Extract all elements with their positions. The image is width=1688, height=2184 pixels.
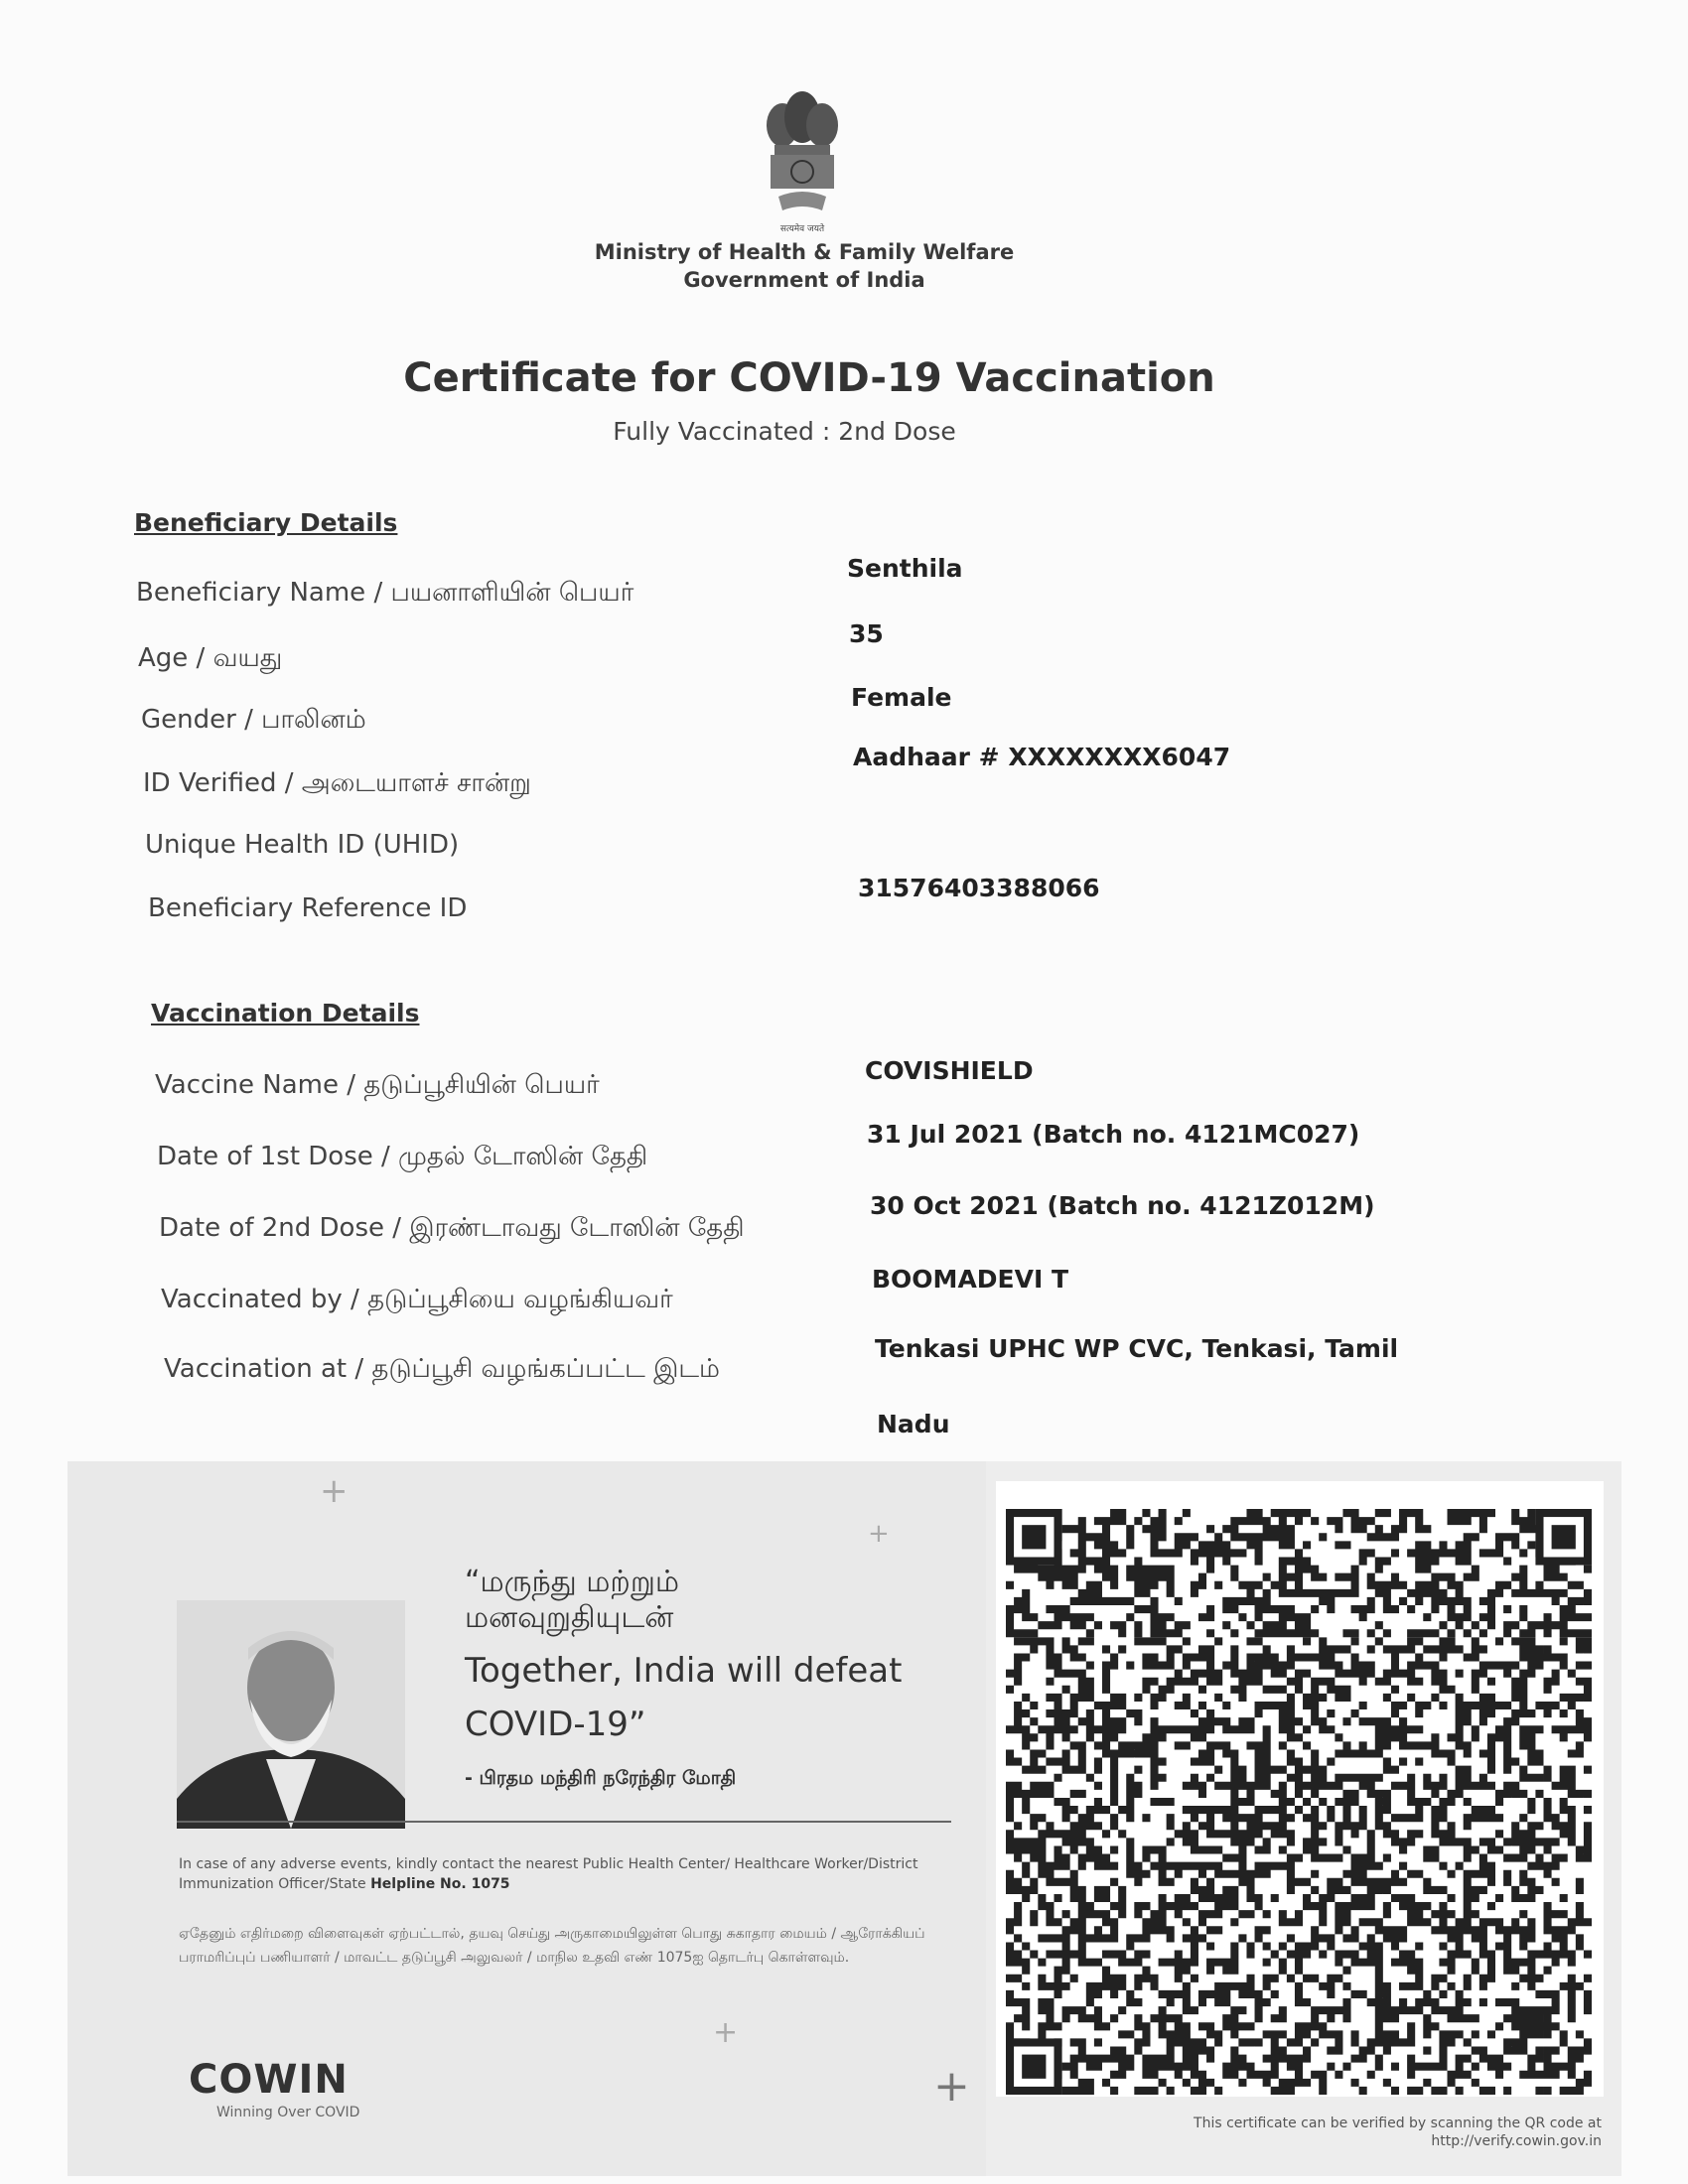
certificate-subtitle: Fully Vaccinated : 2nd Dose: [613, 417, 956, 446]
national-emblem-icon: [753, 87, 852, 236]
footer-banner: [68, 1461, 1621, 2176]
age-label: Age / வயது: [138, 643, 283, 673]
qr-finder-pattern: [1006, 1509, 1062, 1566]
gender-label: Gender / பாலினம்: [141, 705, 366, 735]
id-verified-value: Aadhaar # XXXXXXXX6047: [853, 743, 1231, 771]
portrait-image: [177, 1600, 405, 1829]
plus-mark-icon: +: [320, 1471, 349, 1511]
reference-id-label: Beneficiary Reference ID: [148, 893, 468, 923]
plus-mark-icon: +: [933, 2061, 970, 2112]
helpline-number: Helpline No. 1075: [370, 1876, 510, 1892]
vaccine-name-label: Vaccine Name / தடுப்பூசியின் பெயர்: [155, 1070, 600, 1100]
quote-tamil-line: “மருந்து மற்றும்: [465, 1565, 680, 1599]
age-value: 35: [849, 619, 884, 648]
qr-finder-pattern: [1535, 1509, 1592, 1566]
ministry-heading: [556, 238, 1053, 294]
quote-english-line: Together, India will defeat: [465, 1651, 903, 1691]
adverse-events-notice: [179, 1854, 973, 1894]
cowin-logo: COWIN: [189, 2057, 349, 2103]
beneficiary-name-value: Senthila: [847, 554, 963, 583]
ministry-line: Ministry of Health & Family Welfare: [594, 240, 1015, 264]
gender-value: Female: [851, 683, 952, 712]
divider: [177, 1821, 951, 1823]
cowin-tagline: Winning Over COVID: [216, 2105, 360, 2120]
first-dose-label: Date of 1st Dose / முதல் டோஸின் தேதி: [157, 1142, 648, 1171]
vaccinated-by-value: BOOMADEVI T: [872, 1265, 1069, 1294]
certificate-title: Certificate for COVID-19 Vaccination: [403, 355, 1215, 401]
vaccinated-by-label: Vaccinated by / தடுப்பூசியை வழங்கியவர்: [161, 1285, 673, 1314]
plus-mark-icon: +: [868, 1519, 890, 1549]
uhid-label: Unique Health ID (UHID): [145, 830, 460, 860]
vaccination-heading: Vaccination Details: [151, 999, 420, 1027]
quote-attribution: - பிரதம மந்திரி நரேந்திர மோதி: [465, 1767, 737, 1789]
vaccine-name-value: COVISHIELD: [865, 1056, 1034, 1085]
adverse-events-notice-tamil: ஏதேனும் எதிர்மறை விளைவுகள் ஏற்பட்டால், தயவு செய்து அருகாமையிலுள்ள பொது சுகாதார மையம் / ஆரோக்கியப் பராமரிப்புப் பணியாளர் / மாவட்ட தடுப்பூசி அலுவலர் / மாநில உதவி எண் 1075ஐ தொடர்பு கொள்ளவும்.: [179, 1926, 925, 1966]
adverse-events-text: In case of any adverse events, kindly contact the nearest Public Health Center/ Healthcare Worker/District Immunization Officer/State: [179, 1856, 918, 1892]
government-line: Government of India: [683, 268, 925, 292]
vaccination-at-value: Tenkasi UPHC WP CVC, Tenkasi, Tamil: [875, 1334, 1399, 1363]
second-dose-value: 30 Oct 2021 (Batch no. 4121Z012M): [870, 1191, 1375, 1220]
second-dose-label: Date of 2nd Dose / இரண்டாவது டோஸின் தேதி: [159, 1213, 745, 1243]
vaccination-at-label: Vaccination at / தடுப்பூசி வழங்கப்பட்ட இடம்: [164, 1354, 720, 1384]
quote-block: [465, 1565, 961, 1792]
plus-mark-icon: +: [713, 2015, 739, 2050]
vaccination-at-value-continued: Nadu: [877, 1410, 950, 1438]
reference-id-value: 31576403388066: [858, 874, 1100, 902]
id-verified-label: ID Verified / அடையாளச் சான்று: [143, 768, 531, 798]
verification-url: http://verify.cowin.gov.in: [1431, 2133, 1602, 2149]
verification-text: This certificate can be verified by scanning the QR code at: [1194, 2116, 1602, 2131]
qr-finder-pattern: [1006, 2038, 1062, 2095]
emblem-motto: सत्यमेव जयते: [779, 224, 825, 234]
quote-tamil-line: மனவுறுதியுடன்: [465, 1600, 674, 1635]
first-dose-value: 31 Jul 2021 (Batch no. 4121MC027): [867, 1120, 1360, 1149]
quote-english-line: COVID-19”: [465, 1705, 646, 1744]
beneficiary-heading: Beneficiary Details: [134, 508, 398, 537]
verification-note: [1060, 2115, 1602, 2150]
qr-code[interactable]: [1006, 1509, 1592, 2095]
qr-modules: [1006, 1509, 1592, 2095]
beneficiary-name-label: Beneficiary Name / பயனாளியின் பெயர்: [136, 578, 634, 608]
